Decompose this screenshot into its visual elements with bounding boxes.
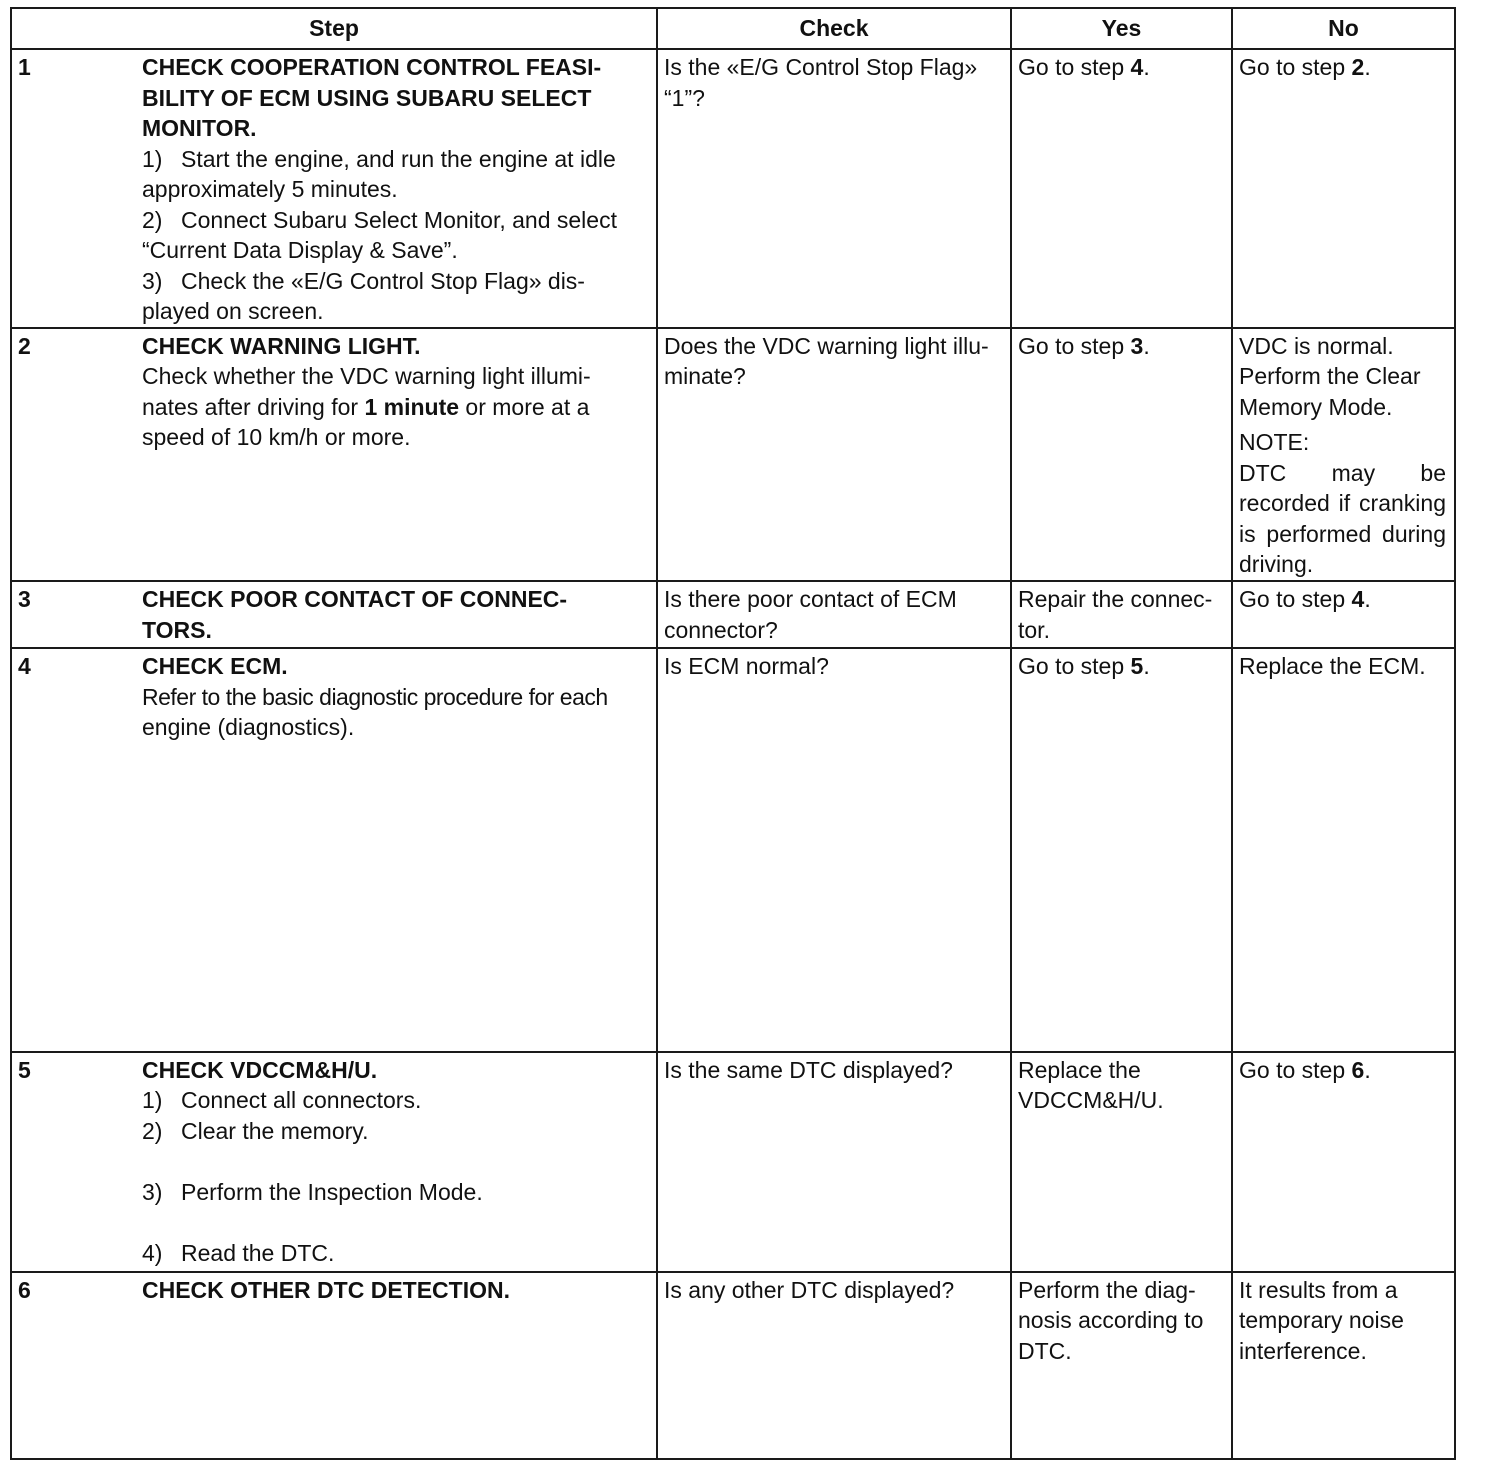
- table-row: [11, 49, 1455, 328]
- procedure-item: 1) Start the engine, and run the engine at idle: [142, 145, 616, 172]
- step-title: CHECK POOR CONTACT OF CONNEC-: [142, 586, 568, 613]
- no-text: It results from a: [1239, 1276, 1398, 1303]
- check-cell: [657, 49, 1011, 328]
- table-row: [11, 581, 1455, 648]
- yes-cell: [1011, 49, 1232, 328]
- procedure-item: 1) Connect all connectors.: [142, 1087, 422, 1114]
- procedure-item: 4) Read the DTC.: [142, 1239, 335, 1266]
- procedure-item: 3) Perform the Inspection Mode.: [142, 1178, 483, 1205]
- check-cell: [657, 648, 1011, 1051]
- step-cell: [11, 581, 657, 648]
- no-text: temporary noise: [1239, 1307, 1404, 1334]
- no-cell: [1232, 1272, 1455, 1459]
- yes-cell: [1011, 1052, 1232, 1272]
- step-body: Check whether the VDC warning light illumi-: [142, 363, 591, 390]
- check-text: Is ECM normal?: [664, 653, 829, 680]
- no-text: Go to step: [1239, 54, 1352, 80]
- procedure-item: 2) Connect Subaru Select Monitor, and select: [142, 206, 617, 233]
- no-punct: .: [1364, 586, 1371, 613]
- table-row: [11, 1272, 1455, 1459]
- check-text: minate?: [664, 363, 746, 390]
- step-cell: [11, 1052, 657, 1272]
- header-row: [11, 8, 1455, 49]
- diagnostic-page: [10, 7, 1454, 1460]
- procedure-item-cont: played on screen.: [142, 298, 324, 324]
- no-cell: [1232, 648, 1455, 1051]
- no-cell: [1232, 1052, 1455, 1272]
- yes-text: Go to step: [1018, 332, 1131, 359]
- step-title: BILITY OF ECM USING SUBARU SELECT: [142, 84, 592, 111]
- procedure-item-cont: approximately 5 minutes.: [142, 176, 398, 202]
- yes-text: tor.: [1018, 616, 1050, 643]
- yes-punct: .: [1143, 653, 1150, 680]
- yes-text: Repair the connec-: [1018, 586, 1213, 613]
- yes-text: Replace the: [1018, 1056, 1141, 1083]
- check-text: Is the same DTC displayed?: [664, 1056, 953, 1083]
- check-cell: [657, 328, 1011, 581]
- no-punct: .: [1364, 54, 1371, 80]
- check-text: Is there poor contact of ECM: [664, 586, 957, 613]
- yes-text: VDCCM&H/U.: [1018, 1087, 1164, 1114]
- table-row: [11, 1052, 1455, 1272]
- yes-cell: [1011, 648, 1232, 1051]
- yes-step-ref: 5: [1130, 653, 1144, 680]
- step-number: 2: [18, 332, 31, 359]
- yes-text: DTC.: [1018, 1337, 1072, 1364]
- step-number: 3: [18, 586, 31, 613]
- check-text: connector?: [664, 616, 778, 643]
- procedure-item-cont: “Current Data Display & Save”.: [142, 237, 458, 263]
- step-content: [136, 649, 656, 743]
- step-content: [136, 1273, 656, 1306]
- step-title: CHECK ECM.: [142, 653, 288, 680]
- no-text: Memory Mode.: [1239, 393, 1393, 420]
- yes-cell: [1011, 328, 1232, 581]
- step-title: CHECK WARNING LIGHT.: [142, 332, 421, 359]
- step-title: CHECK VDCCM&H/U.: [142, 1056, 378, 1083]
- check-cell: [657, 1052, 1011, 1272]
- step-cell: [11, 328, 657, 581]
- step-body: nates after driving for 1 minute or more at a: [142, 393, 590, 420]
- step-title: CHECK COOPERATION CONTROL FEASI-: [142, 54, 602, 80]
- check-text: Is the «E/G Control Stop Flag»: [664, 54, 978, 80]
- note-text: DTC may be recorded if cranking is performed during driving.: [1239, 459, 1446, 578]
- table-row: [11, 328, 1455, 581]
- note-label: NOTE:: [1239, 429, 1310, 456]
- yes-punct: .: [1143, 54, 1150, 80]
- check-cell: [657, 1272, 1011, 1459]
- no-step-ref: 2: [1351, 54, 1365, 80]
- step-number: 4: [18, 653, 31, 680]
- diagnostic-table: [10, 7, 1456, 1460]
- step-content: [136, 329, 656, 453]
- no-text: Go to step: [1239, 586, 1352, 613]
- yes-step-ref: 4: [1130, 54, 1144, 80]
- yes-cell: [1011, 581, 1232, 648]
- check-text: “1”?: [664, 84, 705, 111]
- check-text: Does the VDC warning light illu-: [664, 332, 989, 359]
- yes-cell: [1011, 1272, 1232, 1459]
- no-cell: [1232, 49, 1455, 328]
- step-title: TORS.: [142, 616, 212, 643]
- yes-text: Perform the diag-: [1018, 1276, 1196, 1303]
- header-no: No: [1232, 8, 1455, 49]
- check-text: Is any other DTC displayed?: [664, 1276, 955, 1303]
- no-text: interference.: [1239, 1337, 1367, 1364]
- header-check: Check: [657, 8, 1011, 49]
- step-body: speed of 10 km/h or more.: [142, 424, 411, 451]
- no-cell: [1232, 581, 1455, 648]
- no-text: Go to step: [1239, 1056, 1352, 1083]
- step-title: CHECK OTHER DTC DETECTION.: [142, 1276, 510, 1303]
- table-row: [11, 648, 1455, 1051]
- check-cell: [657, 581, 1011, 648]
- step-title: MONITOR.: [142, 115, 257, 141]
- step-number: 1: [18, 54, 31, 80]
- step-cell: [11, 49, 657, 328]
- header-yes: Yes: [1011, 8, 1232, 49]
- procedure-item: 2) Clear the memory.: [142, 1117, 369, 1144]
- step-number: 6: [18, 1276, 31, 1303]
- step-cell: [11, 648, 657, 1051]
- step-body: engine (diagnostics).: [142, 714, 355, 741]
- procedure-item: 3) Check the «E/G Control Stop Flag» dis-: [142, 267, 585, 294]
- no-text: VDC is normal.: [1239, 332, 1394, 359]
- no-text: Replace the ECM.: [1239, 653, 1426, 680]
- step-content: [136, 1053, 656, 1269]
- step-cell: [11, 1272, 657, 1459]
- step-body: Refer to the basic diagnostic procedure for each: [142, 683, 608, 710]
- step-content: [136, 582, 656, 645]
- step-number: 5: [18, 1056, 31, 1083]
- yes-text: Go to step: [1018, 653, 1131, 680]
- no-step-ref: 4: [1351, 586, 1365, 613]
- no-text: Perform the Clear: [1239, 363, 1421, 390]
- no-cell: [1232, 328, 1455, 581]
- yes-punct: .: [1143, 332, 1150, 359]
- step-content: [136, 50, 656, 327]
- no-punct: .: [1364, 1056, 1371, 1083]
- no-step-ref: 6: [1351, 1056, 1365, 1083]
- yes-step-ref: 3: [1130, 332, 1144, 359]
- yes-text: nosis according to: [1018, 1307, 1204, 1334]
- header-step: Step: [11, 8, 657, 49]
- yes-text: Go to step: [1018, 54, 1131, 80]
